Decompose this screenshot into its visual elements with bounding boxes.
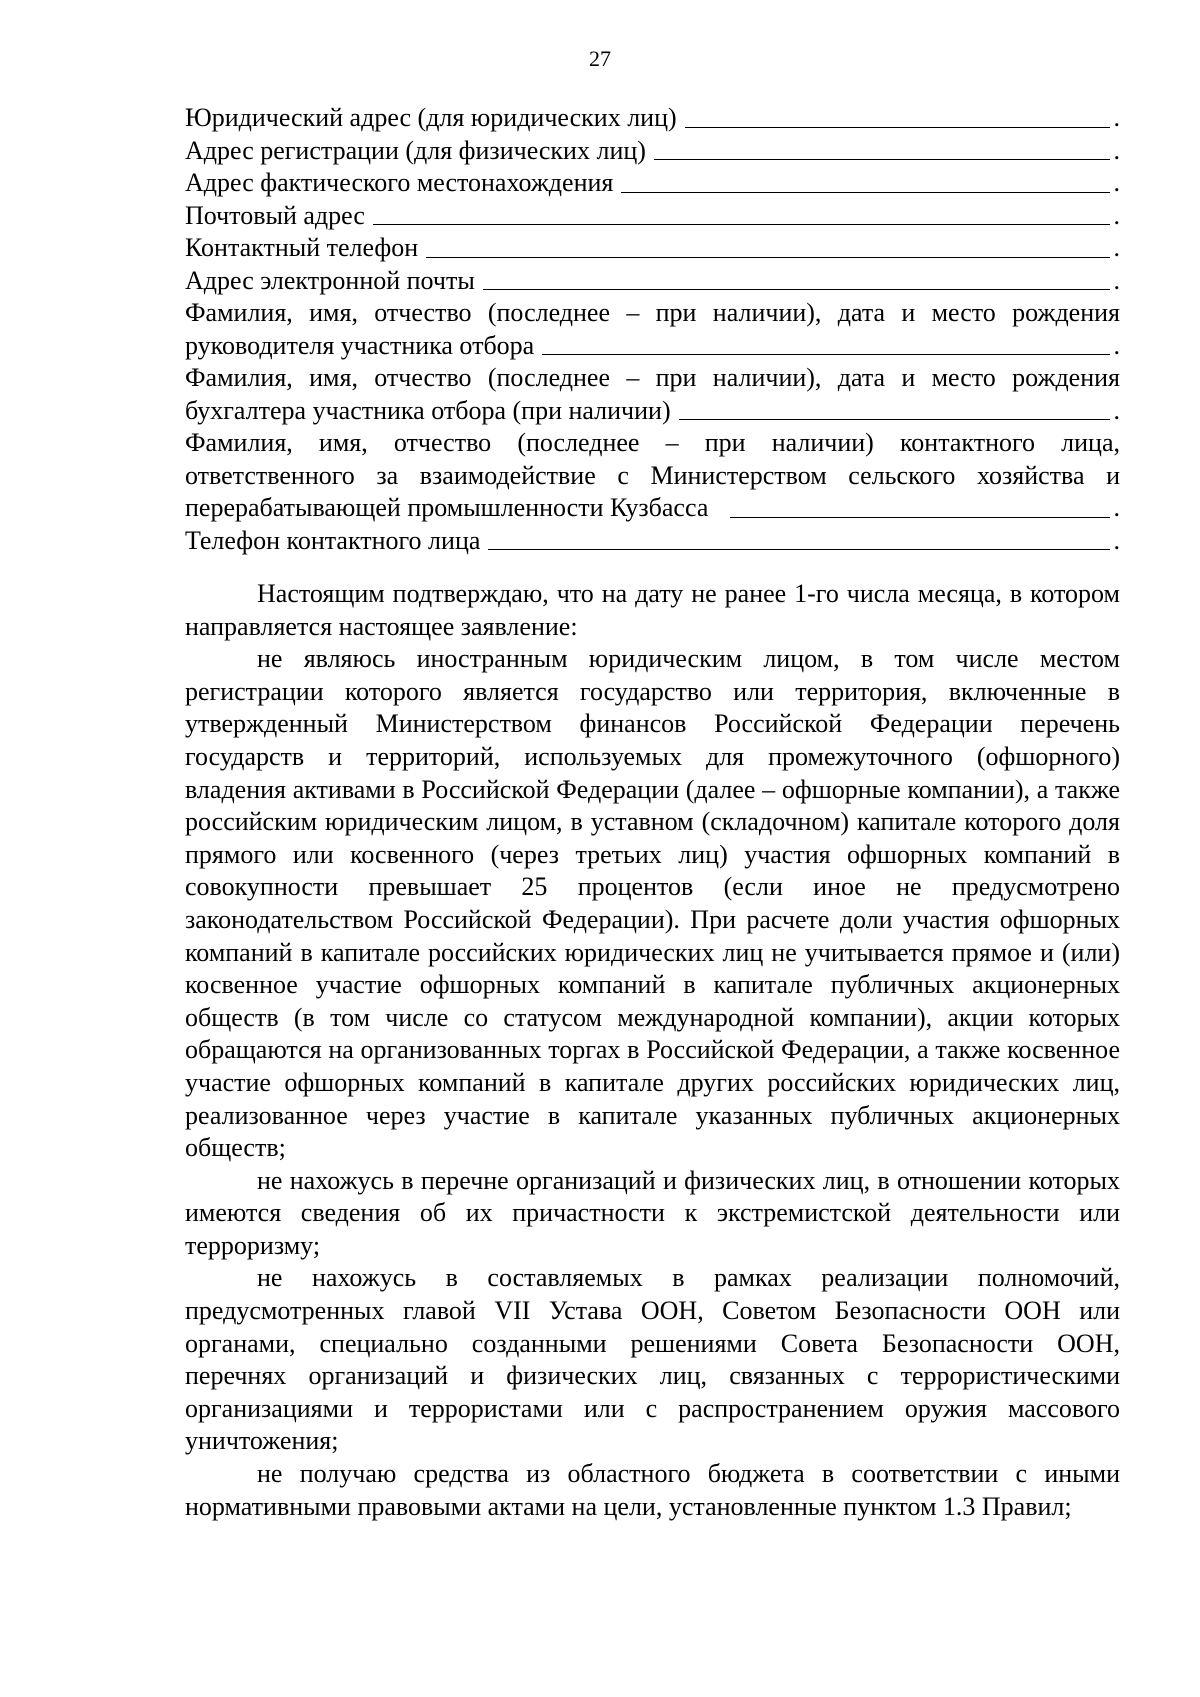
declaration-budget-clause: не получаю средства из областного бюджета в соответствии с иными нормативными правовыми актами на цели, установленные пунктом 1.3 Правил; (185, 1459, 1120, 1521)
contact-person-label-line3: перерабатывающей промышленности Кузбасса (185, 493, 709, 522)
declaration-intro: Настоящим подтверждаю, что на дату не ранее 1-го числа месяца, в котором направляется настоящее заявление: (185, 579, 1120, 641)
registration-address-label: Адрес регистрации (для физических лиц) (185, 135, 646, 165)
email-label: Адрес электронной почты (185, 265, 475, 295)
accountant-details-blank[interactable] (679, 397, 1110, 420)
legal-address-label: Юридический адрес (для юридических лиц) (185, 103, 677, 132)
end-mark: . (1113, 395, 1120, 425)
contact-person-label-line2: ответственного за взаимодействие с Министерством сельского хозяйства и (185, 460, 1120, 490)
end-mark: . (1113, 493, 1120, 522)
end-mark: . (1113, 168, 1120, 197)
accountant-label-line2: бухгалтера участника отбора (при наличии) (185, 395, 671, 425)
email-blank[interactable] (483, 267, 1110, 290)
accountant-label-line1: Фамилия, имя, отчество (последнее – при наличии), дата и место рождения (185, 363, 1120, 392)
end-mark: . (1113, 265, 1120, 295)
end-mark: . (1113, 330, 1120, 360)
contact-person-label-line1: Фамилия, имя, отчество (последнее – при наличии) контактного лица, (185, 428, 1120, 457)
end-mark: . (1113, 525, 1120, 555)
contact-person-phone-label: Телефон контактного лица (185, 525, 481, 555)
declaration-offshore-clause: не являюсь иностранным юридическим лицом, в том числе местом регистрации которого является государство или территория, включенные в утвержденный Министерством финансов Российской Федерации перечень государств и территорий, используемых для промежуточного (офшорного) владения активами в Российской Федерации (далее – офшорные компании), а также российским юридическим лицом, в уставном (складочном) капитале которого доля прямого или косвенного (через третьих лиц) участия офшорных компаний в совокупности превышает 25 процентов (если иное не предусмотрено законодательством Российской Федерации). При расчете доли участия офшорных компаний в капитале российских юридических лиц не учитывается прямое и (или) косвенное участие офшорных компаний в капитале публичных акционерных обществ (в том числе со статусом международной компании), акции которых обращаются на организованных торгах в Российской Федерации, а также косвенное участие офшорных компаний в капитале других российских юридических лиц, реализованное через участие в капитале указанных публичных акционерных обществ; (185, 644, 1120, 1163)
postal-address-field (185, 200, 1120, 233)
page-number: 27 (589, 46, 611, 71)
end-mark: . (1113, 103, 1120, 132)
legal-address-field (185, 102, 1120, 135)
head-details-field (185, 297, 1120, 362)
registration-address-blank[interactable] (654, 137, 1110, 160)
head-label-line1: Фамилия, имя, отчество (последнее – при наличии), дата и место рождения (185, 298, 1120, 327)
contact-phone-label: Контактный телефон (185, 233, 419, 262)
contact-person-phone-field (185, 525, 1120, 558)
head-details-blank[interactable] (542, 332, 1109, 355)
declaration-text (185, 578, 1120, 1523)
postal-address-blank[interactable] (373, 202, 1110, 225)
contact-person-phone-blank[interactable] (488, 527, 1109, 550)
applicant-details-form (185, 102, 1120, 557)
end-mark: . (1113, 200, 1120, 230)
contact-person-blank[interactable] (730, 495, 1109, 518)
postal-address-label: Почтовый адрес (185, 200, 365, 230)
actual-address-blank[interactable] (621, 170, 1109, 193)
accountant-details-field (185, 362, 1120, 427)
actual-address-label: Адрес фактического местонахождения (185, 168, 614, 197)
end-mark: . (1113, 135, 1120, 165)
actual-address-field (185, 167, 1120, 200)
legal-address-blank[interactable] (685, 105, 1110, 128)
contact-person-field (185, 427, 1120, 525)
registration-address-field (185, 135, 1120, 168)
head-label-line2: руководителя участника отбора (185, 330, 535, 360)
contact-phone-field (185, 232, 1120, 265)
contact-phone-blank[interactable] (426, 235, 1109, 258)
end-mark: . (1113, 233, 1120, 262)
declaration-un-sanctions-clause: не нахожусь в составляемых в рамках реализации полномочий, предусмотренных главой VII Устава ООН, Советом Безопасности ООН или органами, специально созданными решениями Совета Безопасности ООН, перечнях организаций и физических лиц, связанных с террористическими организациями и террористами или с распространением оружия массового уничтожения; (185, 1263, 1120, 1456)
declaration-extremism-clause: не нахожусь в перечне организаций и физических лиц, в отношении которых имеются сведения об их причастности к экстремистской деятельности или терроризму; (185, 1165, 1120, 1260)
email-field (185, 265, 1120, 298)
